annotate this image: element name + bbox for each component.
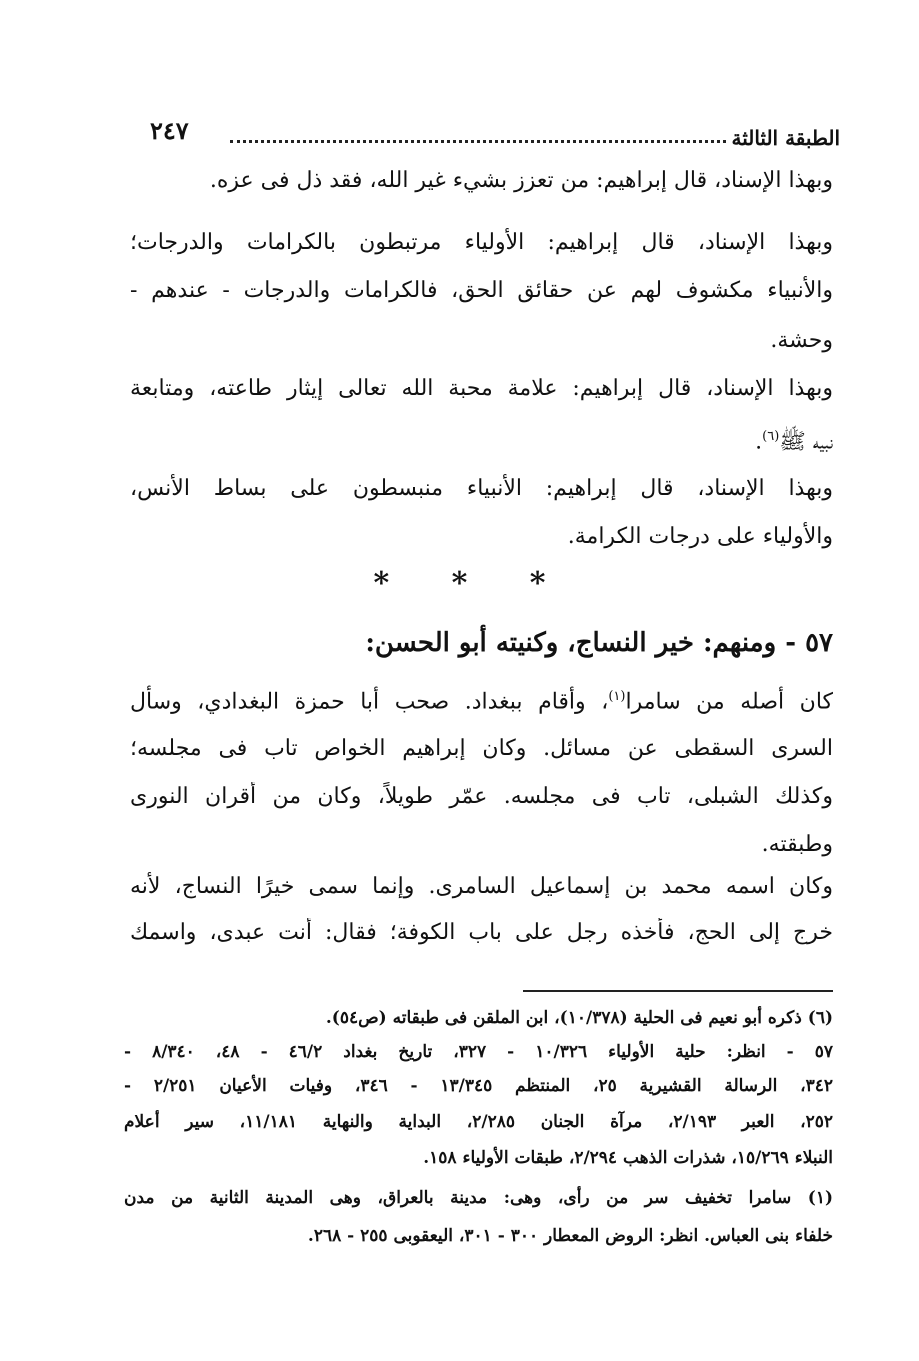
chapter-title: الطبقة الثالثة bbox=[731, 126, 840, 150]
footnote-line: خلفاء بنى العباس. انظر: الروض المعطار ٣٠٠ - ٣٠١، اليعقوبى ٢٥٥ - ٢٦٨. bbox=[307, 1226, 833, 1246]
footnote-line: (١) سامرا تخفيف سر من رأى، وهى: مدينة بالعراق، وهى المدينة الثانية من مدن bbox=[124, 1188, 833, 1208]
footnote-rule bbox=[523, 990, 833, 992]
footnote-line: ٥٧ - انظر: حلية الأولياء ١٠/٣٢٦ - ٣٢٧، تاريخ بغداد ٤٦/٢ - ٤٨، ٨/٣٤٠ - bbox=[124, 1042, 833, 1062]
paragraph-line: وبهذا الإسناد، قال إبراهيم: الأنبياء منبسطون على بساط الأنس، bbox=[130, 476, 833, 501]
paragraph-line: وبهذا الإسناد، قال إبراهيم: علامة محبة الله تعالى إيثار طاعته، ومتابعة bbox=[130, 376, 833, 401]
paragraph-line: وبهذا الإسناد، قال إبراهيم: الأولياء مرتبطون بالكرامات والدرجات؛ bbox=[130, 230, 833, 255]
paragraph-line: وبهذا الإسناد، قال إبراهيم: من تعزز بشيء غير الله، فقد ذل فى عزه. bbox=[209, 168, 833, 193]
page-number: ٢٤٧ bbox=[150, 116, 189, 145]
paragraph-line bbox=[130, 422, 833, 457]
footnote-line: النبلاء ١٥/٢٦٩، شذرات الذهب ٢/٢٩٤، طبقات الأولياء ١٥٨. bbox=[423, 1148, 833, 1168]
footnote-marker: (٦) bbox=[762, 429, 780, 444]
section-separator: * * * bbox=[373, 566, 572, 601]
paragraph-text: نبيه ﷺ bbox=[779, 429, 833, 455]
paragraph-text: ، وأقام ببغداد. صحب أبا حمزة البغدادي، وسأل bbox=[130, 689, 609, 715]
footnote-marker: (١) bbox=[608, 689, 626, 704]
paragraph-line: وكان اسمه محمد بن إسماعيل السامرى. وإنما سمى خيرًا النساج، لأنه bbox=[130, 874, 833, 899]
footnote-line: (٦) ذكره أبو نعيم فى الحلية (١٠/٣٧٨)، ابن الملقن فى طبقاته (ص٥٤). bbox=[325, 1008, 833, 1028]
running-header bbox=[150, 112, 840, 158]
paragraph-line: وطبقته. bbox=[761, 832, 833, 857]
paragraph-line: السرى السقطى عن مسائل. وكان إبراهيم الخواص تاب فى مجلسه؛ bbox=[130, 736, 833, 761]
paragraph-line bbox=[130, 682, 833, 717]
footnote-line: ٢٥٢، العبر ٢/١٩٣، مرآة الجنان ٢/٢٨٥، البداية والنهاية ١١/١٨١، سير أعلام bbox=[124, 1112, 833, 1132]
footnote-line: ٣٤٢، الرسالة القشيرية ٢٥، المنتظم ١٣/٣٤٥ - ٣٤٦، وفيات الأعيان ٢/٢٥١ - bbox=[124, 1076, 833, 1096]
header-dot-leader bbox=[230, 128, 726, 143]
paragraph-line: وحشة. bbox=[770, 328, 833, 353]
paragraph-line: وكذلك الشبلى، تاب فى مجلسه. عمّر طويلاً، وكان من أقران النورى bbox=[130, 784, 833, 809]
paragraph-text: . bbox=[755, 429, 763, 455]
paragraph-text: كان أصله من سامرا bbox=[625, 689, 833, 715]
paragraph-line: خرج إلى الحج، فأخذه رجل على باب الكوفة؛ فقال: أنت عبدى، واسمك bbox=[130, 920, 833, 945]
paragraph-line: والأولياء على درجات الكرامة. bbox=[567, 524, 833, 549]
paragraph-line: والأنبياء مكشوف لهم عن حقائق الحق، فالكرامات والدرجات - عندهم - bbox=[130, 278, 833, 303]
section-heading: ٥٧ - ومنهم: خير النساج، وكنيته أبو الحسن: bbox=[365, 628, 833, 658]
